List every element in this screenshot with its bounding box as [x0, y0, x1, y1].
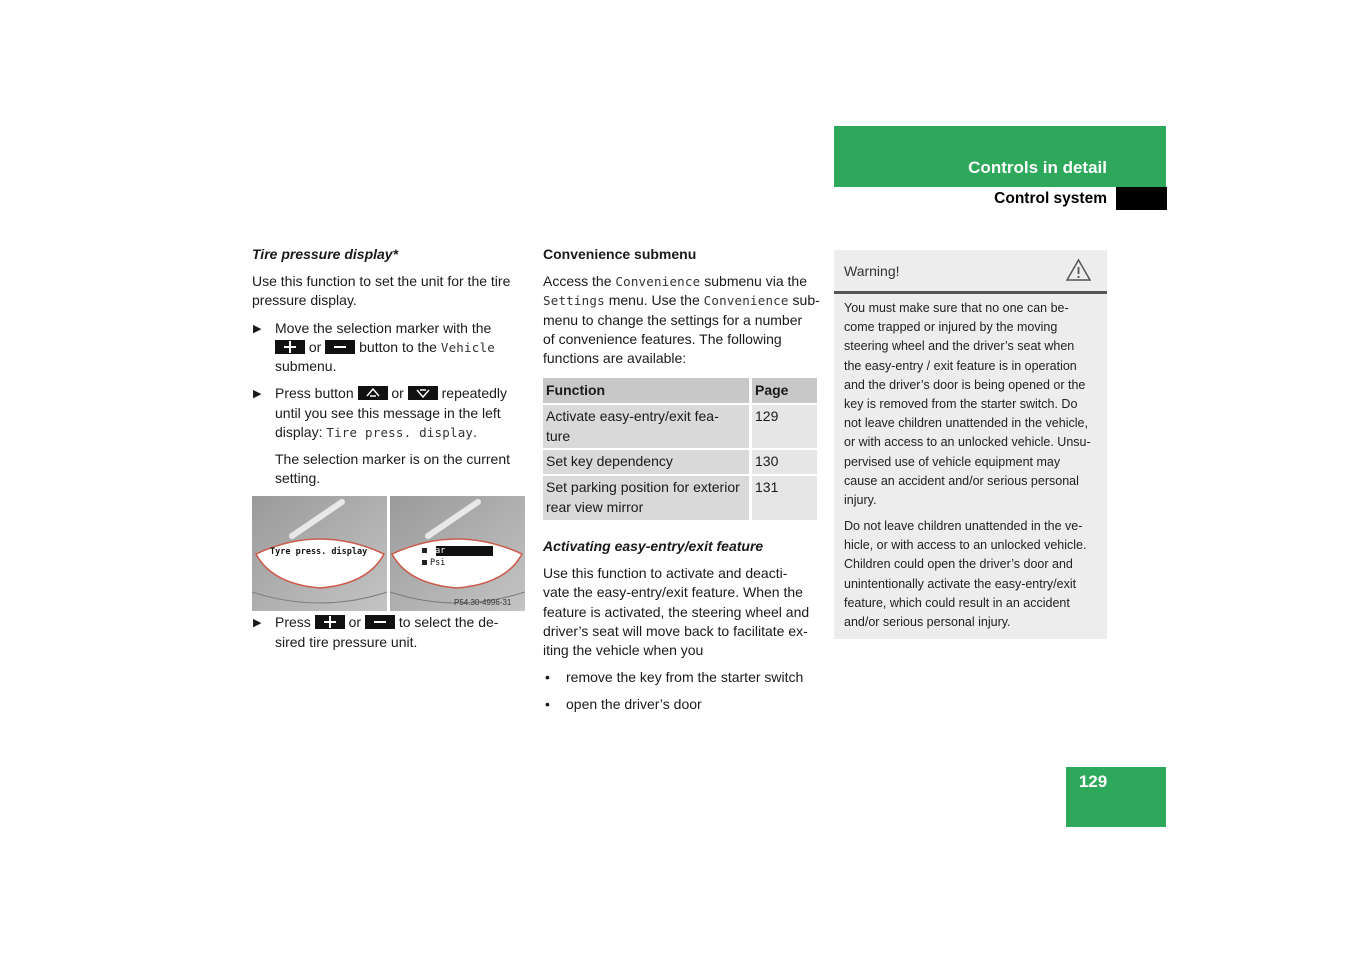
- bullet-item-2: open the driver’s door: [566, 696, 702, 712]
- display-message: Tyre press. display: [270, 547, 368, 557]
- section-title: Controls in detail: [968, 158, 1107, 177]
- subsection-title: Control system: [994, 190, 1107, 207]
- easy-p-line4: driver’s seat will move back to facilitate ex-: [543, 623, 808, 639]
- conv-p-line5: functions are available:: [543, 350, 687, 366]
- row2-function: Set key dependency: [543, 450, 749, 474]
- header-marker: [1116, 187, 1167, 210]
- header-page: Page: [752, 378, 817, 403]
- minus-key-icon: [325, 340, 355, 354]
- warning-paragraph-1: You must make sure that no one can be- come trapped or injured by the moving steering wheel and the driver’s seat when the easy-entry / exit feature is in operation and the driver’s door is being opened or the key is removed from the starter switch. Do not leave children unattended in the vehicle, or with access to an unlocked vehicle. Unsu- pervised use of vehicle equipment may cause an accident and/or serious personal injury.: [844, 301, 1091, 508]
- warning-triangle-icon: [1065, 258, 1092, 287]
- table-header-row: [543, 378, 817, 403]
- up-arrow-key-icon: [358, 386, 388, 400]
- down-arrow-key-icon: [408, 386, 438, 400]
- note-line1: The selection marker is on the current: [275, 451, 510, 467]
- option-psi: Psi: [430, 558, 446, 568]
- conv-p-line3: menu to change the settings for a number: [543, 312, 803, 328]
- warning-paragraph-2: Do not leave children unattended in the ve- hicle, or with access to an unlocked vehicle. Children could open the driver’s door and unintentionally activate the easy-entry/exit feature, which could result in an accident and/or serious personal injury.: [844, 519, 1087, 630]
- step2-line3: display: Tire press. display.: [275, 424, 478, 440]
- plus-key-icon: [315, 615, 345, 629]
- step2-line2: until you see this message in the left: [275, 405, 501, 421]
- step2-line1: Press button or repeatedly: [275, 385, 508, 401]
- tire-intro-2: pressure display.: [252, 292, 357, 308]
- tire-intro-1: Use this function to set the unit for the tire: [252, 273, 511, 289]
- row1-function-b: ture: [546, 427, 571, 444]
- arrow-bullet-icon: ▶: [253, 617, 262, 629]
- dot-bullet-icon: •: [545, 669, 550, 685]
- option-bar: Bar: [430, 546, 446, 556]
- warning-title: Warning!: [844, 263, 900, 279]
- conv-p-line4: of convenience features. The following: [543, 331, 782, 347]
- row3-function-a: Set parking position for exterior: [546, 479, 740, 495]
- conv-p-line1: Access the Convenience submenu via the: [543, 273, 807, 289]
- step3-line1: Press or to select the de-: [275, 614, 499, 630]
- table-row: [543, 405, 817, 448]
- easy-p-line5: iting the vehicle when you: [543, 642, 704, 658]
- row2-page: 130: [752, 450, 817, 474]
- row3-function-b: rear view mirror: [546, 498, 644, 515]
- table-row: [543, 476, 817, 520]
- conv-p-line2: Settings menu. Use the Convenience sub-: [543, 292, 820, 308]
- easy-p-line1: Use this function to activate and deacti-: [543, 565, 788, 581]
- dot-bullet-icon: •: [545, 696, 550, 712]
- page-number: 129: [1078, 772, 1108, 791]
- arrow-bullet-icon: ▶: [253, 388, 262, 400]
- row1-page: 129: [752, 405, 817, 448]
- table-row: [543, 450, 817, 474]
- arrow-bullet-icon: ▶: [253, 323, 262, 335]
- row3-page: 131: [752, 476, 817, 520]
- minus-key-icon: [365, 615, 395, 629]
- easy-p-line3: feature is activated, the steering wheel and: [543, 604, 810, 620]
- step3-line2: sired tire pressure unit.: [275, 634, 418, 650]
- step1-line2: or button to the Vehicle: [275, 338, 495, 358]
- row1-function-a: Activate easy-entry/exit fea-: [546, 408, 719, 424]
- note-line2: setting.: [275, 470, 321, 486]
- bullet-item-1: remove the key from the starter switch: [566, 669, 804, 685]
- figure-code: P54.30-4996-31: [454, 598, 512, 607]
- easy-entry-heading: Activating easy-entry/exit feature: [543, 538, 764, 554]
- tire-pressure-heading: Tire pressure display*: [252, 246, 399, 262]
- header-function: Function: [543, 378, 749, 403]
- instrument-cluster-figure: [252, 496, 525, 611]
- step1-line3: submenu.: [275, 358, 337, 374]
- convenience-heading: Convenience submenu: [543, 246, 697, 262]
- easy-p-line2: vate the easy-entry/exit feature. When the: [543, 584, 803, 600]
- step1-line1: Move the selection marker with the: [275, 320, 492, 336]
- plus-key-icon: [275, 340, 305, 354]
- function-table: [543, 378, 817, 520]
